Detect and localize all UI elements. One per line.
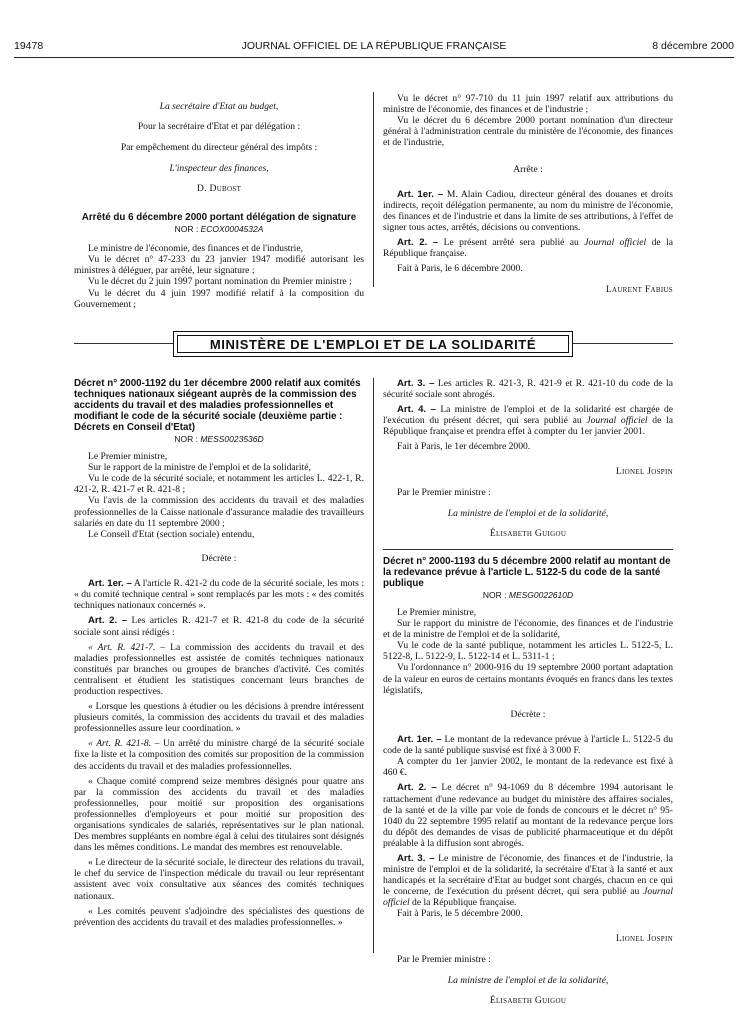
nor-reference: NOR : ECOX0004532A (174, 224, 264, 235)
signatory: Laurent Fabius (605, 284, 673, 295)
minister-role: La ministre de l'emploi et de la solidarité, (447, 974, 609, 986)
article: Art. 1er. – A l'article R. 421-2 du code de la sécurité sociale, les mots : « du comité technique central » sont remplacés par les mots : « des comités techniques nationaux concernés ». (74, 578, 364, 612)
sig-role: La secrétaire d'Etat au budget, (159, 100, 279, 112)
banner-rule-left (74, 343, 173, 344)
ministry-title: MINISTÈRE DE L'EMPLOI ET DE LA SOLIDARITÉ (177, 335, 569, 353)
nor-reference: NOR : MESS0023536D (174, 434, 264, 444)
quoted-article: « Art. R. 421-8. – Un arrêté du ministre chargé de la sécurité sociale fixe la liste et la composition des comités sur proposition de la commission des accidents du travail et des maladies professionnelles. (74, 738, 364, 772)
article: Art. 2. – Le décret n° 94-1069 du 8 décembre 1994 autorisant le rattachement d'une redevance au budget du ministère des affaires sociales, de la santé et de la ville par voie de fonds de concours et le décret n° 95-1040 du 22 septembre 1995 relatif au montant de la redevance perçue lors du dépôt des demandes de visas de publicité pharmaceutique et du dépôt préalable à la diffusion sont abrogés. (383, 782, 673, 849)
visa-paragraph: Vu le décret n° 97-710 du 11 juin 1997 relatif aux attributions du ministre de l'économie, des finances et de l'industrie ; (383, 93, 673, 116)
signatory: Lionel Jospin (615, 466, 673, 478)
column-divider (373, 378, 374, 953)
article: Art. 3. – Le ministre de l'économie, des finances et de l'industrie, la ministre de l'emploi et de la solidarité, la secrétaire d'Etat à la santé et aux handicapés et la secrétaire d'Etat au budget sont chargés, chacun en ce qui le concerne, de l'exécution du présent décret, qui sera publié au Journal officiel de la République française. (383, 852, 673, 909)
visa-paragraph: Le Premier ministre, (88, 451, 168, 463)
article: Art. 4. – La ministre de l'emploi et de la solidarité est chargée de l'exécution du présent décret, qui sera publié au Journal officiel de la République française et prendra effet à compter du 1er janvier 2001. (383, 404, 673, 438)
quoted-paragraph: « Les comités peuvent s'adjoindre des spécialistes des questions de prévention des accidents du travail et des maladies professionnelles. » (74, 905, 364, 928)
sig-line: Pour la secrétaire d'Etat et par délégation : (137, 121, 301, 133)
decree-title: Décret n° 2000-1192 du 1er décembre 2000 relatif aux comités techniques nationaux siégeant auprès de la commission des accidents du travail et des maladies professionnelles et modifiant le code de la sécurité sociale (deuxième partie : Décrets en Conseil d'Etat) (74, 378, 361, 433)
sig-line: Par empêchement du directeur général des impôts : (120, 141, 318, 153)
quoted-paragraph: « Le directeur de la sécurité sociale, le directeur des relations du travail, le chef du service de l'inspection médicale du travail ou leur représentant assistent avec voix consultative aux séances des comités techniques nationaux. (74, 857, 364, 902)
article: Art. 1er. – Le montant de la redevance prévue à l'article L. 5122-5 du code de la santé publique susvisé est fixé à 3 000 F. (383, 734, 673, 757)
arrete-title: Arrêté du 6 décembre 2000 portant délégation de signature (81, 212, 357, 224)
visa-paragraph: Sur le rapport du ministre de l'économie, des finances et de l'industrie et de la ministre de l'emploi et de la solidarité, (383, 618, 673, 641)
visa-paragraph: Le Conseil d'Etat (section sociale) entendu, (88, 528, 255, 540)
sig-name: D. Dubost (196, 183, 242, 195)
quoted-article: « Art. R. 421-7. – La commission des accidents du travail et des maladies professionnelles est assistée de comités techniques nationaux constitués par branches ou groupes de branches d'activité. Ces comités centralisent et étudient les statistiques concernant leurs branches de production respectives. (74, 641, 364, 697)
header-rule (14, 57, 734, 58)
minister-role: La ministre de l'emploi et de la solidarité, (447, 507, 609, 519)
top-left-column (74, 91, 364, 310)
visa-paragraph: Sur le rapport de la ministre de l'emploi et de la solidarité, (88, 462, 311, 474)
decrete-heading: Décrète : (201, 553, 237, 565)
article: Art. 2. – Les articles R. 421-7 et R. 421-8 du code de la sécurité sociale sont ainsi rédigés : (74, 615, 364, 638)
banner-rule-right (573, 343, 673, 344)
arrete-heading: Arrête : (513, 164, 543, 176)
article: Art. 3. – Les articles R. 421-3, R. 421-9 et R. 421-10 du code de la sécurité sociale sont abrogés. (383, 378, 673, 401)
right-column-lower (383, 378, 673, 1016)
visa-paragraph: Vu le décret n° 47-233 du 23 janvier 1947 modifié autorisant les ministres à déléguer, par arrêté, leur signature ; (74, 254, 364, 277)
visa-paragraph: Vu le décret du 2 juin 1997 portant nomination du Premier ministre ; (88, 276, 352, 288)
journal-title: JOURNAL OFFICIEL DE LA RÉPUBLIQUE FRANÇAISE (241, 40, 507, 52)
ministry-banner (173, 331, 573, 357)
nor-reference: NOR : MESG0022610D (482, 589, 574, 600)
decree-1192 (74, 378, 364, 928)
decrete-heading: Décrète : (510, 709, 546, 721)
visa-paragraph: Vu le décret du 4 juin 1997 modifié relatif à la composition du Gouvernement ; (74, 287, 364, 310)
visa-paragraph: Vu l'ordonnance n° 2000-916 du 19 septembre 2000 portant adaptation de la valeur en euros de certains montants évoqués en francs dans les textes législatifs, (383, 662, 673, 696)
sig-role: L'inspecteur des finances, (169, 162, 269, 174)
minister-name: Élisabeth Guigou (489, 995, 567, 1007)
visa-paragraph: Le ministre de l'économie, des finances et de l'industrie, (88, 243, 303, 255)
article: Art. 2. – Le présent arrêté sera publié au Journal officiel de la République française. (383, 237, 673, 260)
article: Art. 1er. – M. Alain Cadiou, directeur général des douanes et droits indirects, reçoit délégation permanente, au nom du ministre de l'économie, des finances et de l'industrie et dans la limite de ses attributions, à l'effet de signer tous actes, arrêtés, décisions ou conventions. (383, 188, 674, 234)
fait-line: Fait à Paris, le 1er décembre 2000. (397, 441, 531, 453)
article-paragraph: A compter du 1er janvier 2002, le montant de la redevance est fixé à 460 €. (383, 756, 673, 779)
fait-line: Fait à Paris, le 6 décembre 2000. (397, 263, 523, 275)
quoted-paragraph: « Lorsque les questions à étudier ou les décisions à prendre intéressent plusieurs comités, la commission des accidents du travail et des maladies professionnelles assure leur coordination. » (74, 701, 364, 735)
decree-title: Décret n° 2000-1193 du 5 décembre 2000 relatif au montant de la redevance prévue à l'article L. 5122-5 du code de la santé publique (383, 555, 671, 589)
issue-date: 8 décembre 2000 (652, 40, 734, 52)
visa-paragraph: Vu le code de la sécurité sociale, et notamment les articles L. 422-1, R. 421-2, R. 421-7 et R. 421-8 ; (74, 473, 364, 496)
signatory: Lionel Jospin (615, 933, 673, 945)
par-line: Par le Premier ministre : (397, 953, 491, 965)
column-divider (373, 92, 374, 287)
quoted-paragraph: « Chaque comité comprend seize membres désignés pour quatre ans par la commission des accidents du travail et des maladies professionnelles, pour moitié sur proposition des organisations professionnelles d'employeurs et pour moitié sur proposition des organisations syndicales de salariés, représentatives sur le plan national. Des membres suppléants en nombre égal à celui des titulaires sont désignés dans les mêmes conditions. Le mandat des membres est renouvelable. (74, 775, 364, 854)
minister-name: Élisabeth Guigou (489, 528, 567, 540)
par-line: Par le Premier ministre : (397, 486, 491, 498)
top-right-column (383, 93, 673, 305)
visa-paragraph: Vu le code de la santé publique, notamment les articles L. 5122-5, L. 5122-8, L. 5122-9, L. 5122-14 et L. 5311-1 ; (383, 640, 673, 663)
visa-paragraph: Le Premier ministre, (397, 607, 477, 618)
visa-paragraph: Vu l'avis de la commission des accidents du travail et des maladies professionnelles de la Caisse nationale d'assurance maladie des travailleurs salariés en date du 11 septembre 2000 ; (74, 495, 364, 529)
page-header (14, 40, 734, 56)
fait-line: Fait à Paris, le 5 décembre 2000. (397, 908, 523, 920)
visa-paragraph: Vu le décret du 6 décembre 2000 portant nomination d'un directeur général à l'administration centrale du ministère de l'économie, des finances et de l'industrie, (383, 115, 673, 149)
decree-separator (383, 549, 673, 550)
page-number: 19478 (14, 40, 44, 52)
